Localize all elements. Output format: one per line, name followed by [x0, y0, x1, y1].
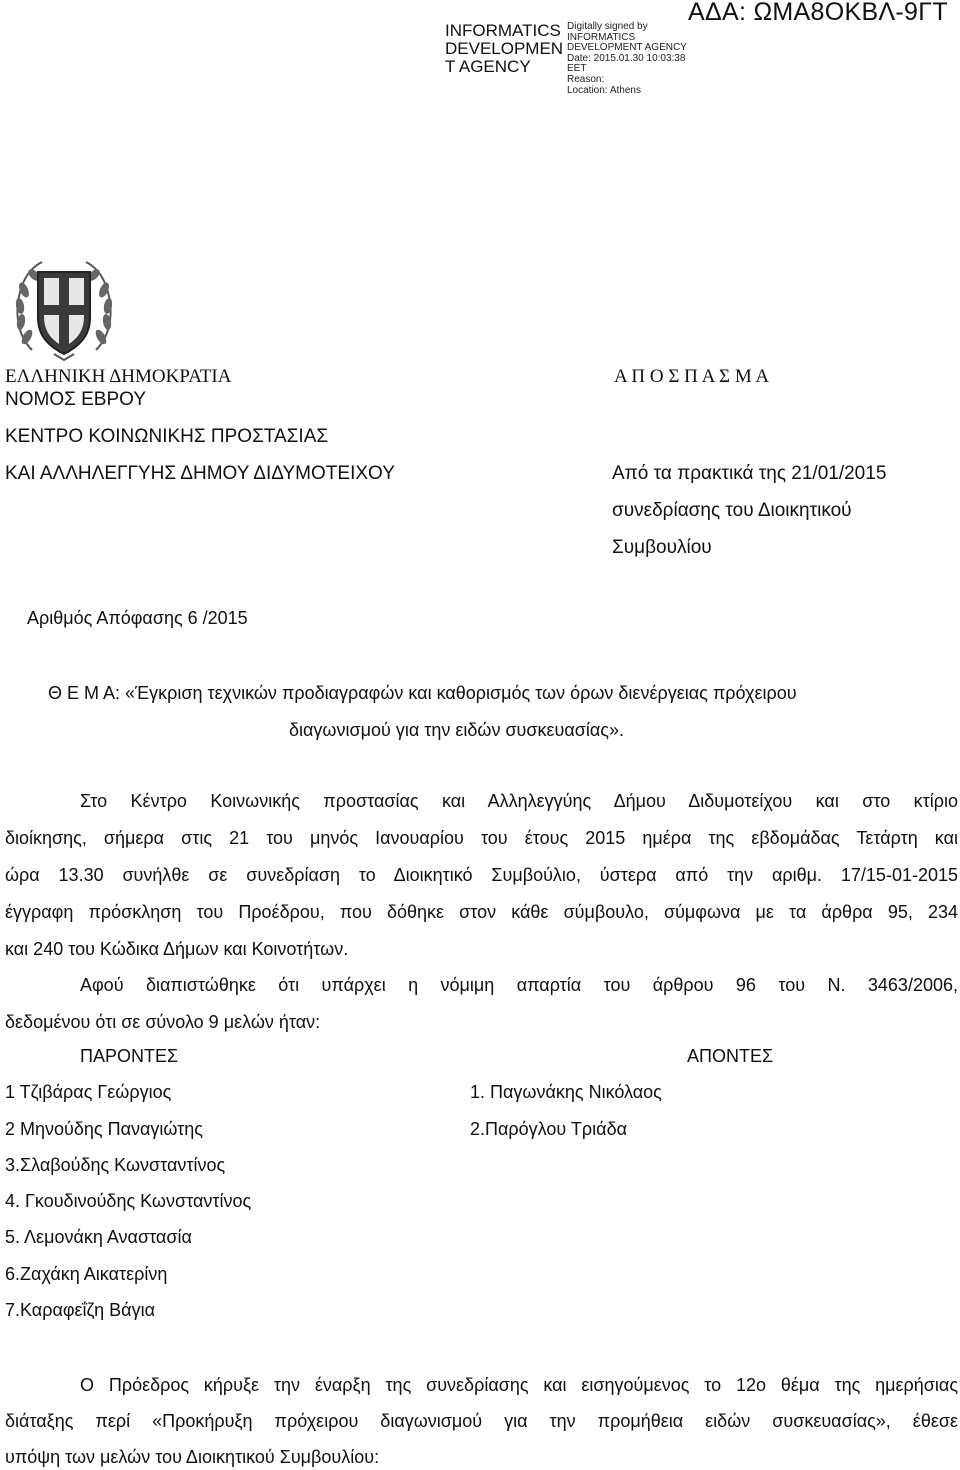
paragraph2-line: δεδομένου ότι σε σύνολο 9 μελών ήταν:	[5, 1012, 321, 1032]
paragraph3-line: υπόψη των μελών του Διοικητικού Συμβουλίου:	[5, 1447, 380, 1467]
present-member: 2 Μηνούδης Παναγιώτης	[5, 1119, 203, 1139]
header-organization-line2: ΚΑΙ ΑΛΛΗΛΕΓΓΥΗΣ ΔΗΜΟΥ ΔΙΔΥΜΟΤΕΙΧΟΥ	[5, 463, 395, 484]
signer-line: T AGENCY	[445, 57, 531, 76]
paragraph1-line: έγγραφη πρόσκληση του Προέδρου, που δόθηκε στον κάθε σύμβουλο, σύμφωνα με τα άρθρα 95, 234	[5, 902, 958, 922]
paragraph1-line: ώρα 13.30 συνήλθε σε συνεδρίαση το Διοικητικό Συμβούλιο, ύστερα από την αριθμ. 17/15-01-2015	[5, 865, 958, 885]
minutes-date-line: Από τα πρακτικά της 21/01/2015	[612, 463, 887, 484]
present-member: 1 Τζιβάρας Γεώργιος	[5, 1082, 172, 1102]
paragraph1-line: διοίκησης, σήμερα στις 21 του μηνός Ιανουαρίου του έτους 2015 ημέρα της εβδομάδας Τετάρτη και	[5, 828, 958, 848]
subject-line2: διαγωνισμού για την ειδών συσκευασίας».	[289, 720, 624, 740]
signer-line: INFORMATICS	[445, 21, 561, 40]
ada-code: ΑΔΑ: ΩΜΑ8ΟΚΒΛ-9ΓΤ	[688, 0, 948, 26]
paragraph3-line: Ο Πρόεδρος κήρυξε την έναρξη της συνεδρίασης και εισηγούμενος το 12ο θέμα της ημερήσιας	[80, 1375, 958, 1395]
present-member: 4. Γκουδινούδης Κωνσταντίνος	[5, 1191, 252, 1211]
signature-detail-line: Digitally signed by	[567, 21, 648, 32]
coat-of-arms-emblem	[10, 250, 118, 362]
signature-details	[567, 22, 687, 96]
present-member: 3.Σλαβούδης Κωνσταντίνος	[5, 1155, 226, 1175]
signature-signer	[445, 22, 563, 76]
header-organization-line1: ΚΕΝΤΡΟ ΚΟΙΝΩΝΙΚΗΣ ΠΡΟΣΤΑΣΙΑΣ	[5, 426, 329, 447]
absent-member: 2.Παρόγλου Τριάδα	[470, 1119, 627, 1139]
subject-line1: Θ Ε Μ Α: «Έγκριση τεχνικών προδιαγραφών και καθορισμός των όρων διενέργειας πρόχειρου	[48, 683, 797, 703]
paragraph1-line: και 240 του Κώδικα Δήμων και Κοινοτήτων.	[5, 939, 349, 959]
absent-header: ΑΠΟΝΤΕΣ	[687, 1046, 774, 1066]
signature-detail-line: Location: Athens	[567, 84, 641, 96]
absent-member: 1. Παγωνάκης Νικόλαος	[470, 1082, 662, 1102]
paragraph1-line: Στο Κέντρο Κοινωνικής προστασίας και Αλληλεγγύης Δήμου Διδυμοτείχου και στο κτίριο	[80, 791, 958, 811]
header-country: ΕΛΛΗΝΙΚΗ ΔΗΜΟΚΡΑΤΙΑ	[5, 366, 232, 387]
signature-detail-line: Date: 2015.01.30 10:03:38	[567, 52, 686, 64]
present-member: 6.Ζαχάκη Αικατερίνη	[5, 1264, 168, 1284]
paragraph3-line: διάταξης περί «Προκήρυξη πρόχειρου διαγωνισμού για την προμήθεια ειδών συσκευασίας», έθεσε	[5, 1411, 958, 1431]
document-title: Α Π Ο Σ Π Α Σ Μ Α	[614, 366, 770, 387]
signature-detail-line: Reason:	[567, 73, 605, 85]
present-header: ΠΑΡΟΝΤΕΣ	[80, 1046, 179, 1066]
signature-detail-line: INFORMATICS	[567, 31, 636, 43]
signer-line: DEVELOPMEN	[445, 39, 564, 58]
decision-number: Αριθμός Απόφασης 6 /2015	[27, 608, 248, 628]
minutes-board-line: Συμβουλίου	[612, 537, 712, 558]
minutes-meeting-line: συνεδρίασης του Διοικητικού	[612, 500, 852, 521]
header-prefecture: ΝΟΜΟΣ ΕΒΡΟΥ	[5, 389, 146, 410]
present-member: 7.Καραφεΐζη Βάγια	[5, 1300, 155, 1320]
paragraph2-line: Αφού διαπιστώθηκε ότι υπάρχει η νόμιμη απαρτία του άρθρου 96 του Ν. 3463/2006,	[80, 975, 958, 995]
signature-detail-line: EET	[567, 63, 587, 75]
signature-detail-line: DEVELOPMENT AGENCY	[567, 42, 687, 54]
present-member: 5. Λεμονάκη Αναστασία	[5, 1227, 192, 1247]
